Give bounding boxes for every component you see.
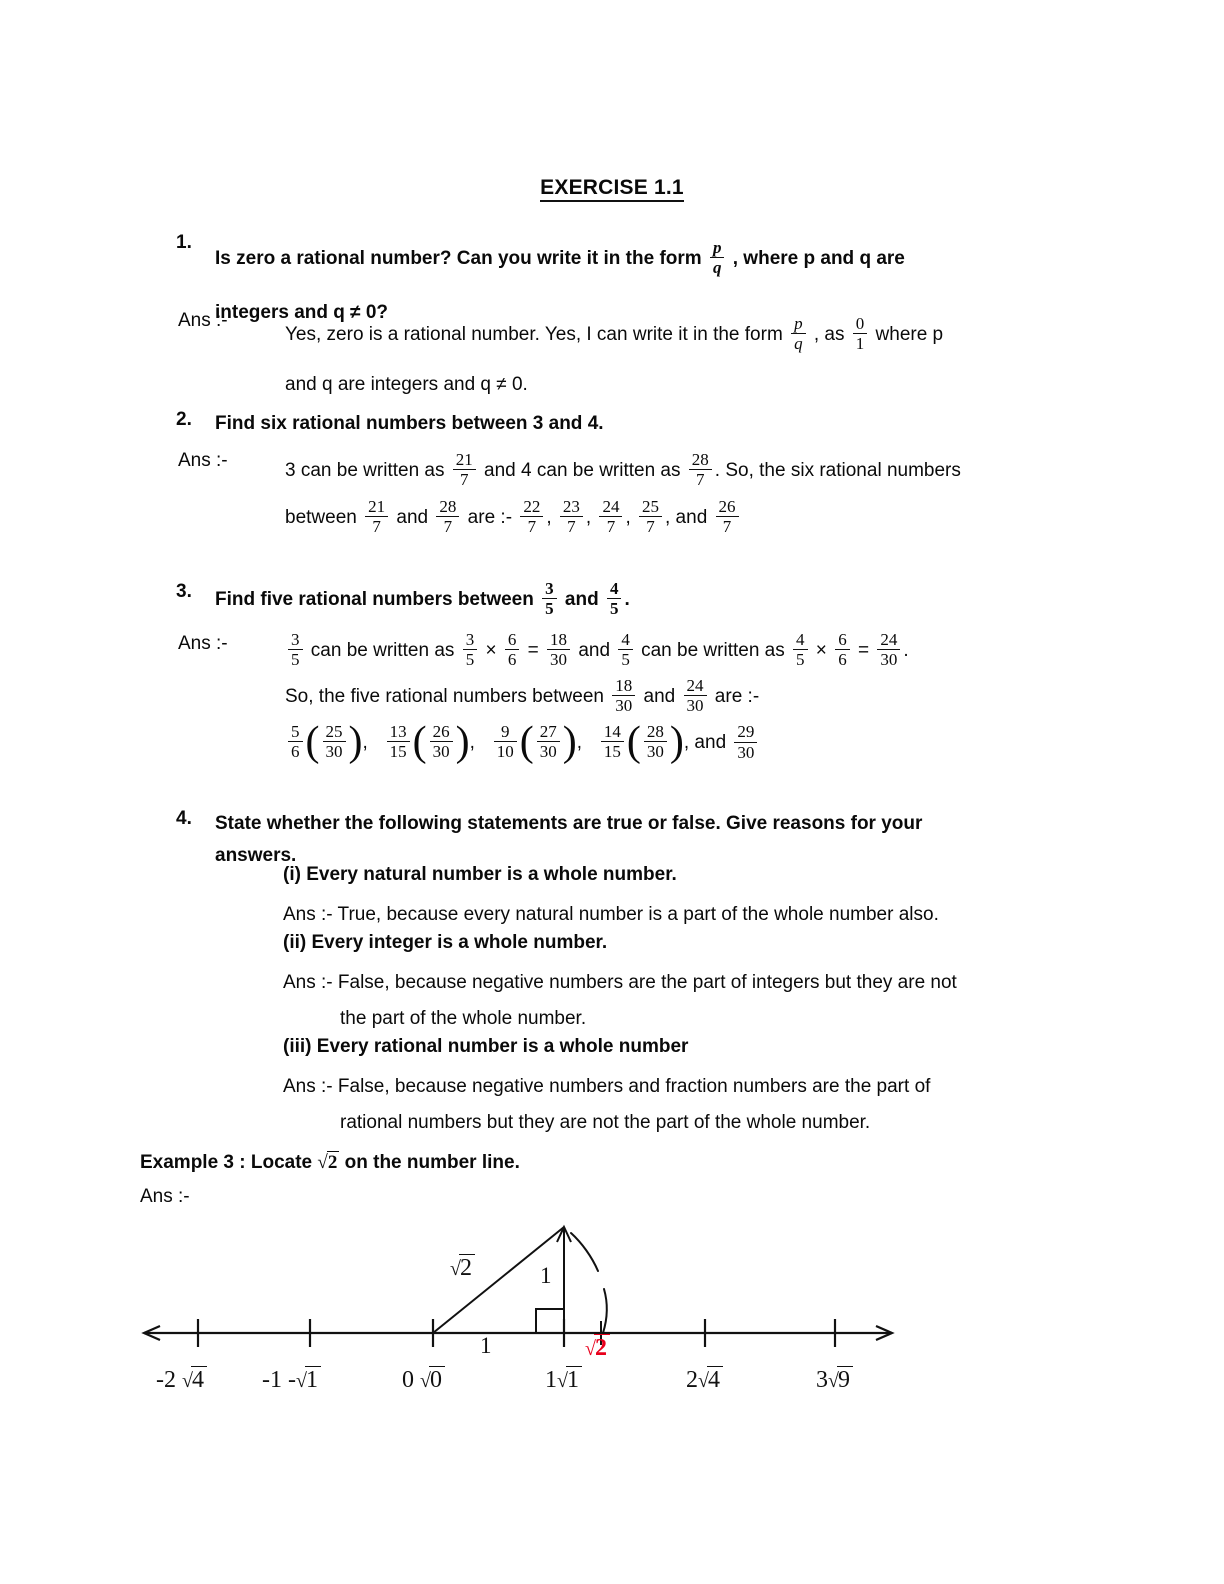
axis-label-1: 1√1	[545, 1367, 582, 1394]
fraction-25-over-7: $\frac{25}{7}$	[639, 498, 662, 536]
q4-ii-ans-l2: the part of the whole number.	[340, 1008, 587, 1029]
sqrt-2-heading-icon: √2	[317, 1152, 338, 1173]
q2-sep-3: ,	[625, 507, 631, 528]
question-4-number: 4.	[176, 808, 192, 829]
question-3-text	[215, 581, 1035, 619]
fraction-pair-4	[598, 718, 726, 768]
hypotenuse-label: √2	[450, 1255, 475, 1282]
q2-sep-4: , and	[665, 507, 708, 528]
q2-sep-1: ,	[546, 507, 552, 528]
fraction-18-over-30-a: $\frac{18}{30}$	[547, 631, 570, 669]
fraction-28-over-7: $\frac{28}{7}$	[689, 451, 712, 489]
q1-ans-part1: Yes, zero is a rational number. Yes, I can write it in the form	[285, 324, 783, 345]
fraction-21-over-7-b: $\frac{21}{7}$	[365, 498, 388, 536]
axis-label-minus-2: -2 √4	[156, 1367, 207, 1394]
axis-label-2: 2√4	[686, 1367, 723, 1394]
paren-open-1: (	[305, 718, 320, 765]
example-3-ans-label: Ans :-	[140, 1186, 190, 1207]
question-1-text-line2: integers and q ≠ 0?	[215, 302, 389, 323]
fraction-9-over-10: $\frac{9}{10}$	[494, 723, 517, 761]
multiply-sign-1: ×	[485, 640, 497, 661]
question-1-answer	[285, 310, 1075, 410]
q4-line2: answers.	[215, 845, 297, 866]
question-4-sub-ii-answer-cont	[340, 1000, 1100, 1038]
paren-close-2: )	[455, 718, 470, 765]
q4-iii-ans-l2: rational numbers but they are not the part of the whole number.	[340, 1112, 871, 1133]
fraction-26-over-7: $\frac{26}{7}$	[716, 498, 739, 536]
q1-ans-part3: where p	[875, 324, 944, 345]
fraction-pair-1	[285, 718, 368, 768]
q4-i-ans-l1: Ans :- True, because every natural number is a part of the whole number also.	[283, 904, 939, 925]
q3-l2-t2: and	[643, 686, 676, 707]
fraction-5-over-6: $\frac{5}{6}$	[288, 723, 303, 761]
question-1-number: 1.	[176, 232, 192, 253]
axis-label-minus-1: -1 -√1	[262, 1367, 321, 1394]
paren-open-4: (	[626, 718, 641, 765]
question-4-text	[215, 808, 1045, 872]
fraction-28-over-7-b: $\frac{28}{7}$	[436, 498, 459, 536]
question-4-sub-iii-answer	[283, 1068, 1083, 1106]
fraction-6-over-6-a: $\frac{6}{6}$	[505, 631, 520, 669]
q3-l2-t1: So, the five rational numbers between	[285, 686, 604, 707]
fraction-25-over-30: $\frac{25}{30}$	[323, 723, 346, 761]
question-1-text-after: , where p and q are	[732, 248, 905, 269]
q2-l2-part2: and	[396, 507, 429, 528]
fraction-4-over-5-b: $\frac{4}{5}$	[793, 631, 808, 669]
example-heading-before: Example 3 : Locate	[140, 1152, 313, 1173]
q4-iii-ans-l1: Ans :- False, because negative numbers and fraction numbers are the part of	[283, 1076, 931, 1097]
question-2-ans-label: Ans :-	[178, 450, 228, 471]
q3-text-mid: and	[564, 588, 599, 610]
fraction-27-over-30: $\frac{27}{30}$	[537, 723, 560, 761]
q2-l2-part3: are :-	[467, 507, 513, 528]
question-2-number: 2.	[176, 409, 192, 430]
fraction-13-over-15: $\frac{13}{15}$	[387, 723, 410, 761]
q3-l1-t4: .	[903, 640, 909, 661]
example-3-heading	[140, 1152, 520, 1174]
question-4-sub-iii-answer-cont	[340, 1104, 1100, 1142]
question-2-text: Find six rational numbers between 3 and 4.	[215, 413, 604, 434]
question-3-answer-list	[285, 718, 1105, 768]
question-1-text-before: Is zero a rational number? Can you write it in the form	[215, 248, 702, 269]
q3-l1-t3: can be written as	[641, 640, 785, 661]
fraction-4-over-5-q: $\frac{4}{5}$	[607, 580, 622, 618]
question-2-answer-line2	[285, 493, 1085, 543]
question-4-sub-ii-label: (ii) Every integer is a whole number.	[283, 932, 608, 953]
q3-text-after: .	[624, 588, 630, 610]
question-4-sub-i-label: (i) Every natural number is a whole number.	[283, 864, 677, 885]
fraction-26-over-30: $\frac{26}{30}$	[430, 723, 453, 761]
pair-sep-2: ,	[469, 732, 475, 753]
pair-sep-4: , and	[683, 732, 727, 753]
fraction-14-over-15: $\frac{14}{15}$	[601, 723, 624, 761]
arc-segment-bottom	[603, 1289, 607, 1333]
q3-l1-t1: can be written as	[310, 640, 455, 661]
q2-l2-part1: between	[285, 507, 357, 528]
axis-label-0: 0 √0	[402, 1367, 445, 1394]
right-angle-marker-icon	[536, 1309, 564, 1333]
base-side-label: 1	[480, 1333, 492, 1358]
fraction-18-over-30-b: $\frac{18}{30}$	[612, 677, 635, 715]
pair-sep-1: ,	[362, 732, 368, 753]
page-title-text: EXERCISE 1.1	[540, 176, 684, 202]
paren-close-4: )	[669, 718, 684, 765]
multiply-sign-2: ×	[815, 640, 827, 661]
q1-ans-line2: and q are integers and q ≠ 0.	[285, 374, 528, 395]
number-line-figure	[130, 1205, 930, 1415]
question-3-answer-line2	[285, 672, 1095, 722]
number-line-svg	[130, 1205, 930, 1415]
fraction-29-over-30: $\frac{29}{30}$	[734, 723, 757, 761]
vertical-side-label: 1	[540, 1263, 552, 1288]
question-3-answer-line1	[285, 626, 1095, 676]
arc-segment-top	[571, 1233, 598, 1271]
fraction-24-over-7: $\frac{24}{7}$	[599, 498, 622, 536]
fraction-pair-3	[491, 718, 582, 768]
question-4-sub-ii-answer	[283, 964, 1083, 1002]
fraction-p-over-q-ans: $\frac{p}{q}$	[791, 315, 806, 353]
q3-text-before: Find five rational numbers between	[215, 588, 534, 610]
paren-close-3: )	[562, 718, 577, 765]
q4-line1: State whether the following statements are true or false. Give reasons for your	[215, 813, 923, 834]
equals-sign-1: =	[527, 640, 539, 661]
fraction-pair-2	[384, 718, 475, 768]
example-heading-after: on the number line.	[344, 1152, 520, 1173]
equals-sign-2: =	[857, 640, 870, 661]
sqrt-2-point-label: √2	[585, 1335, 610, 1362]
fraction-24-over-30-a: $\frac{24}{30}$	[877, 631, 900, 669]
fraction-3-over-5-q: $\frac{3}{5}$	[542, 580, 557, 618]
axis-label-3: 3√9	[816, 1367, 853, 1394]
question-3-number: 3.	[176, 581, 192, 602]
question-4-sub-iii-label: (iii) Every rational number is a whole number	[283, 1036, 689, 1057]
paren-close-1: )	[348, 718, 363, 765]
q1-ans-part2: , as	[813, 324, 845, 345]
fraction-28-over-30: $\frac{28}{30}$	[644, 723, 667, 761]
pair-sep-3: ,	[576, 732, 583, 753]
fraction-p-over-q: $\frac{p}{q}$	[710, 239, 725, 277]
fraction-3-over-5-a: $\frac{3}{5}$	[288, 631, 303, 669]
q2-ans-part1: 3 can be written as	[285, 460, 445, 481]
question-2-answer-line1	[285, 446, 1085, 496]
fraction-4-over-5-a: $\frac{4}{5}$	[618, 631, 633, 669]
paren-open-3: (	[519, 718, 534, 765]
fraction-21-over-7: $\frac{21}{7}$	[453, 451, 476, 489]
fraction-0-over-1: $\frac{0}{1}$	[853, 315, 868, 353]
question-4-sub-i-answer	[283, 896, 1083, 934]
page-title	[0, 176, 1224, 200]
q2-ans-part2: and 4 can be written as	[484, 460, 681, 481]
question-3-ans-label: Ans :-	[178, 633, 228, 654]
q3-l2-t3: are :-	[714, 686, 760, 707]
paren-open-2: (	[412, 718, 427, 765]
fraction-3-over-5-b: $\frac{3}{5}$	[463, 631, 478, 669]
question-1-ans-label: Ans :-	[178, 310, 228, 331]
fraction-22-over-7: $\frac{22}{7}$	[520, 498, 543, 536]
q4-ii-ans-l1: Ans :- False, because negative numbers are the part of integers but they are not	[283, 972, 957, 993]
q2-sep-2: ,	[585, 507, 592, 528]
fraction-24-over-30-b: $\frac{24}{30}$	[684, 677, 707, 715]
q3-l1-t2: and	[578, 640, 611, 661]
fraction-23-over-7: $\frac{23}{7}$	[560, 498, 583, 536]
fraction-6-over-6-b: $\frac{6}{6}$	[835, 631, 850, 669]
q2-ans-part3: . So, the six rational numbers	[714, 460, 961, 481]
